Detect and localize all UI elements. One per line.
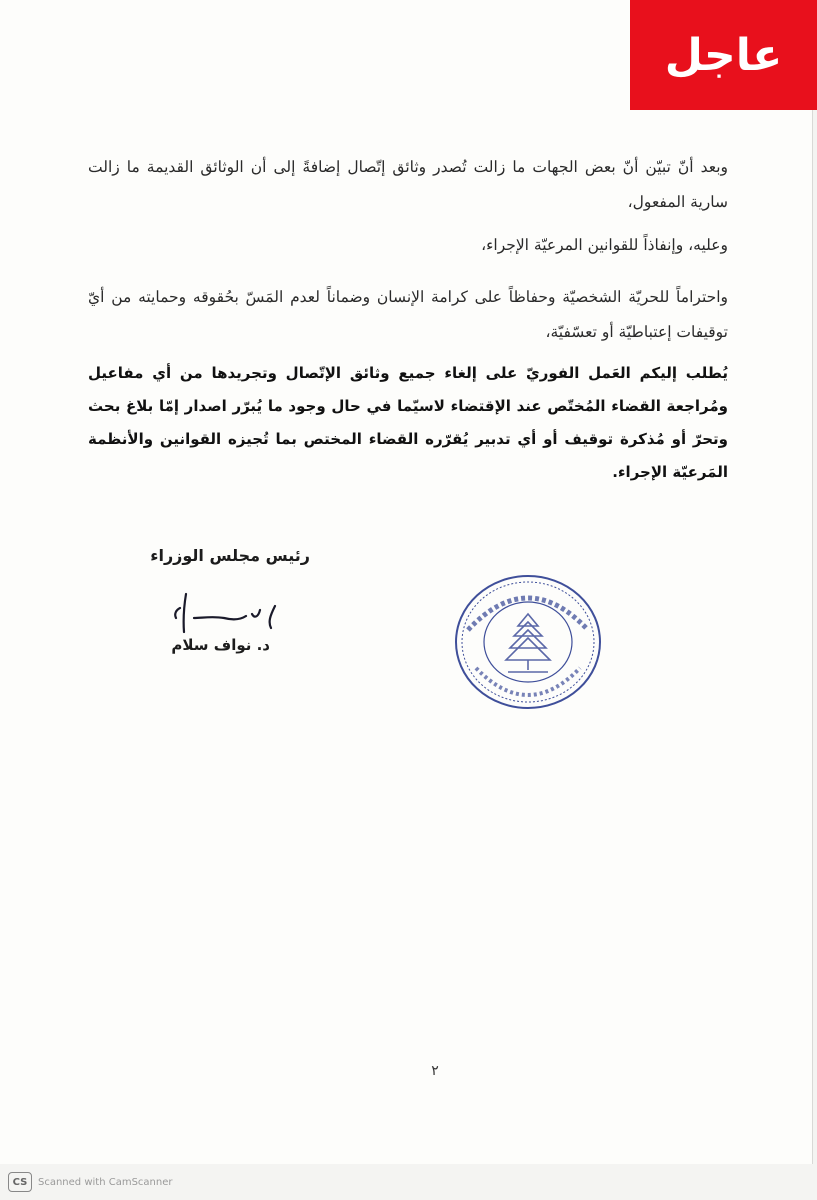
paragraph-1: وبعد أنّ تبيّن أنّ بعض الجهات ما زالت تُصدر وثائق إتّصال إضافةً إلى أن الوثائق القديمة ما زالت سارية المفعول،	[88, 158, 728, 211]
page-number: ٢	[431, 1063, 439, 1079]
urgent-badge	[630, 0, 817, 110]
scanner-footer	[0, 1164, 817, 1200]
urgent-badge-label: عاجل	[664, 29, 783, 81]
signatory-title: رئيس مجلس الوزراء	[150, 546, 310, 565]
paragraph-3: واحتراماً للحريّة الشخصيّة وحفاظاً على كرامة الإنسان وضماناً لعدم المَسّ بحُقوقه وحمايته من أيّ توقيفات إعتباطيّة أو تعسّفيّة،	[88, 288, 728, 341]
scanner-watermark-text: Scanned with CamScanner	[38, 1176, 173, 1188]
camscanner-icon: CS	[8, 1172, 32, 1192]
cedar-seal-icon	[452, 572, 604, 712]
paragraph-2: وعليه، وإنفاذاً للقوانين المرعيّة الإجراء،	[481, 236, 728, 254]
request-paragraph: يُطلب إليكم العَمل الفوريّ على إلغاء جميع وثائق الإتّصال وتجريدها من أي مفاعيل ومُراجعة القضاء المُختّص عند الإقتضاء لاسيّما في حال وجود ما يُبرّر اصدار إمّا بلاغ بحث وتحرّ أو مُذكرة توقيف أو أي تدبير يُقرّره القضاء المختص بما تُجيزه القوانين والأنظمة المَرعيّة الإجراء.	[88, 364, 728, 481]
signatory-name: د. نواف سلام	[171, 636, 270, 654]
